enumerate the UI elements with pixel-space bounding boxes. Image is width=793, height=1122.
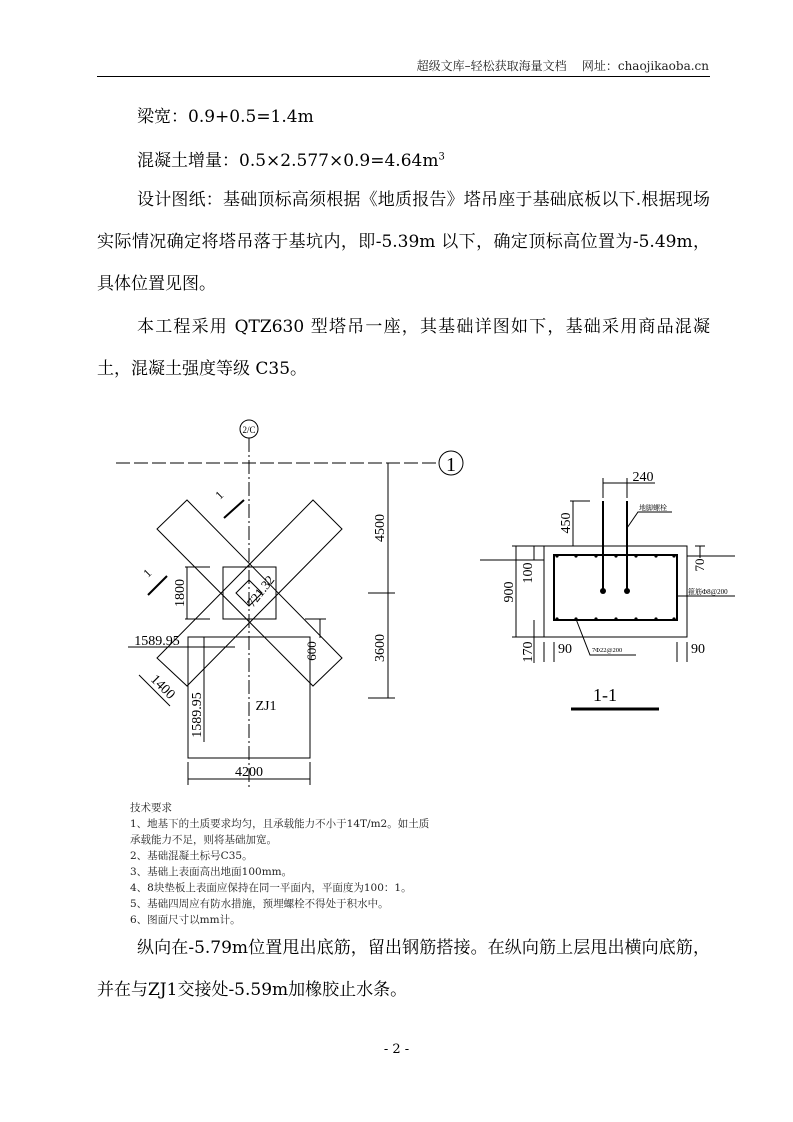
- project-paragraph: 本工程采用 QTZ630 型塔吊一座，其基础详图如下，基础采用商品混凝土，混凝土强度等级 C35。: [97, 317, 710, 379]
- section-mark-label-2: 1: [140, 565, 155, 581]
- rebar-dots: [555, 554, 675, 620]
- stirrup-label: 箍筋Φ8@200: [688, 588, 728, 596]
- tech-item: 4、8块垫板上表面应保持在同一平面内，平面度为100：1。: [130, 882, 412, 894]
- tech-item: 1、地基下的土质要求均匀，且承载能力不小于14T/m2。如土质: [130, 818, 430, 830]
- dim-721: 721.32: [243, 572, 278, 610]
- dim-170: 170: [521, 641, 536, 663]
- anchor-bolt-label: 地脚螺栓: [639, 504, 667, 512]
- tech-item: 承载能力不足，则将基础加宽。: [130, 834, 277, 846]
- section-title: 1-1: [593, 685, 617, 705]
- dim-900: 900: [502, 581, 517, 603]
- dim-90-left: 90: [558, 642, 572, 657]
- page-number: - 2 -: [383, 1042, 410, 1057]
- dim-1400: 1400: [147, 672, 178, 703]
- plan-view: [116, 420, 463, 790]
- section-view: [480, 470, 735, 709]
- zj1-label: ZJ1: [255, 699, 277, 714]
- page-header: 超级文库–轻松获取海量文档 网址：chaojikaoba.cn: [416, 59, 709, 73]
- tech-item: 3、基础上表面高出地面100mm。: [130, 866, 293, 878]
- dim-70: 70: [692, 558, 707, 572]
- dim-1589-horizontal: 1589.95: [134, 634, 180, 649]
- design-paragraph: 设计图纸：基础顶标高须根据《地质报告》塔吊座于基础底板以下.根据现场实际情况确定将塔吊落于基坑内，即-5.39m 以下，确定顶标高位置为-5.49m，具体位置见图。: [97, 190, 710, 294]
- dim-100: 100: [521, 562, 536, 584]
- tech-item: 2、基础混凝土标号C35。: [130, 850, 253, 862]
- concrete-increase-value: 混凝土增量：0.5×2.577×0.9=4.64m: [137, 151, 439, 171]
- section-outline: [544, 546, 687, 637]
- section-mark-label: 1: [212, 487, 227, 503]
- rebar-paragraph: 纵向在-5.79m位置甩出底筋，留出钢筋搭接。在纵向筋上层甩出横向底筋，并在与ZJ1交接处-5.59m加橡胶止水条。: [97, 938, 710, 1000]
- dim-90-right: 90: [691, 642, 705, 657]
- beam-width-text: 梁宽：0.9+0.5=1.4m: [137, 107, 314, 127]
- technical-requirements: [130, 800, 429, 928]
- dim-600: 600: [304, 641, 319, 661]
- axis-label-2c: 2/C: [242, 425, 256, 435]
- dim-1589-vertical: 1589.95: [190, 692, 205, 738]
- superscript: 3: [438, 151, 445, 163]
- dim-450: 450: [559, 512, 574, 534]
- tech-item: 5、基础四周应有防水措施，预埋螺栓不得处于积水中。: [130, 898, 389, 910]
- section-cut-mark-1: [224, 500, 244, 518]
- tech-title: 技术要求: [130, 802, 172, 814]
- rebar-cage: [554, 555, 677, 620]
- dim-240: 240: [632, 470, 654, 485]
- dim-1800: 1800: [173, 579, 188, 607]
- main-bar-label: 7Φ22@200: [592, 647, 623, 654]
- dim-4200: 4200: [235, 765, 263, 780]
- dim-4500: 4500: [373, 514, 388, 542]
- tech-item: 6、图面尺寸以mm计。: [130, 914, 241, 926]
- dim-3600: 3600: [373, 634, 388, 662]
- axis-label-1: 1: [446, 454, 456, 476]
